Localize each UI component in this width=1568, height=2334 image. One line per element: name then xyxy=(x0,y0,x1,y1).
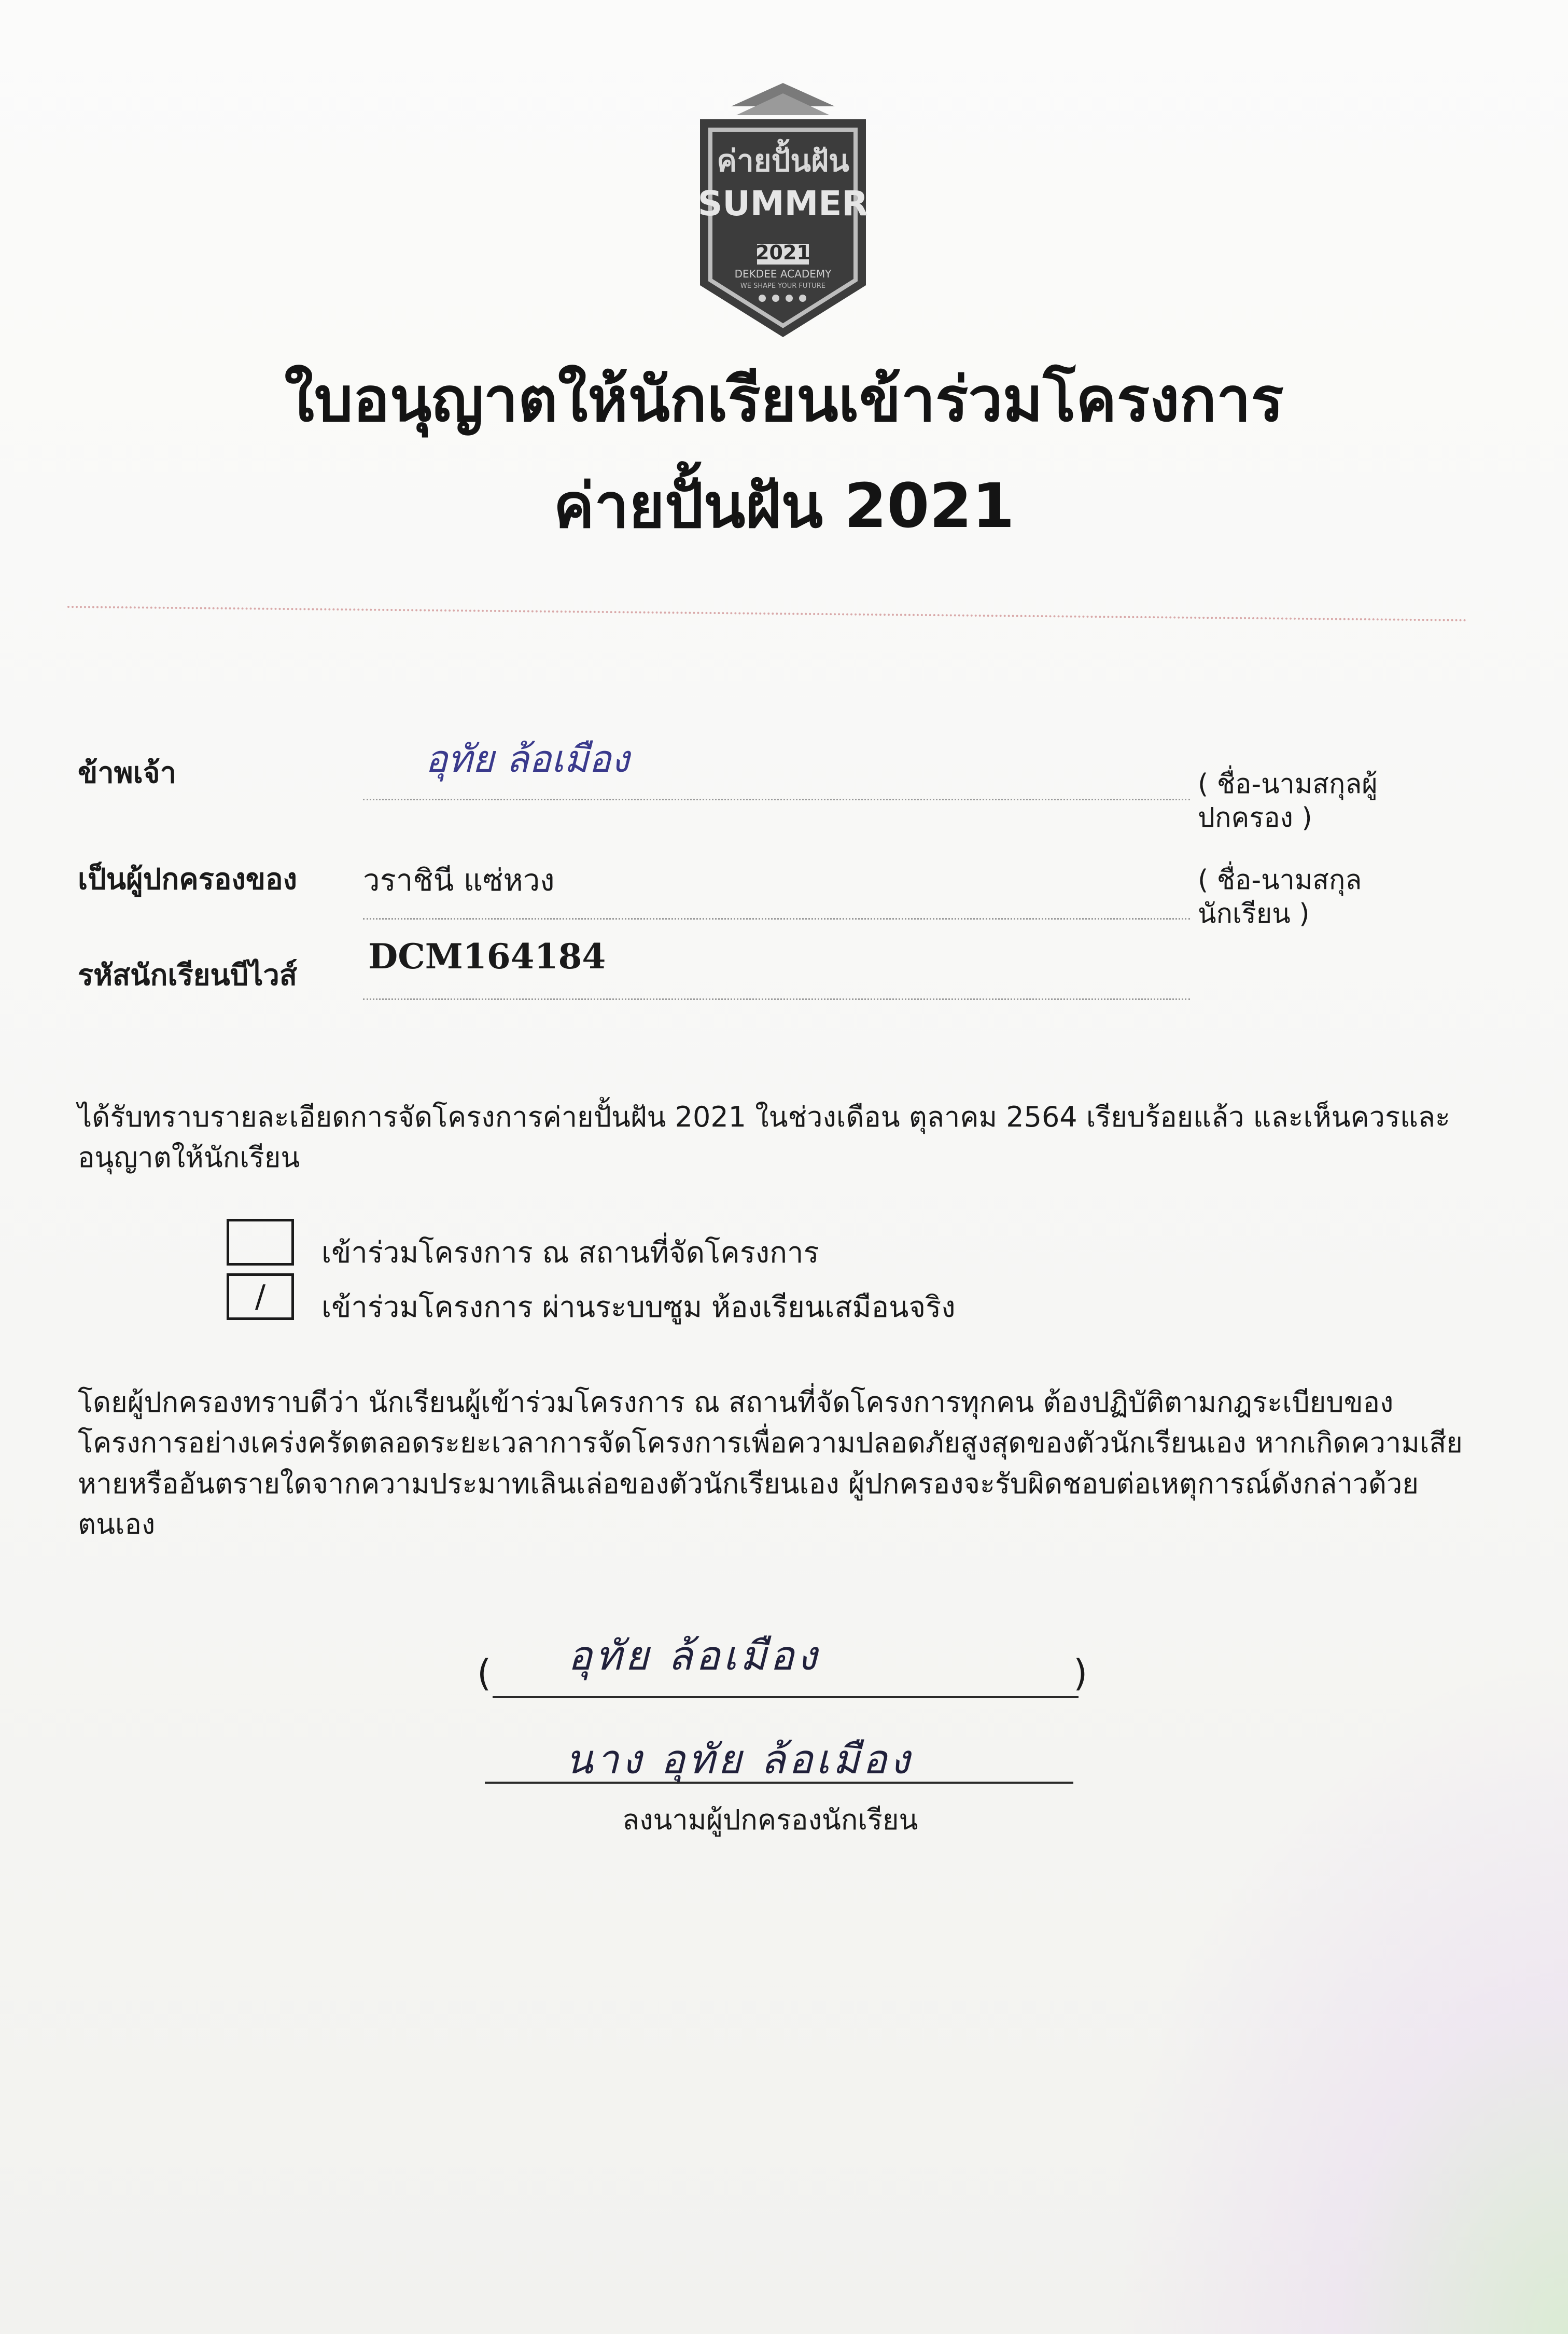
guardian-printed-name: นาง อุทัย ล้อเมือง xyxy=(565,1736,913,1783)
logo-line4: DEKDEE ACADEMY xyxy=(734,268,832,280)
camp-logo xyxy=(679,78,887,348)
logo-line3: 2021 xyxy=(755,241,810,264)
option-zoom-checkbox[interactable] xyxy=(227,1273,294,1320)
acknowledgement-text: ได้รับทราบรายละเอียดการจัดโครงการค่ายปั้นฝัน 2021 ในช่วงเดือน ตุลาคม 2564 เรียบร้อยแล้ว และเห็นควรและอนุญาตให้นักเรียน xyxy=(78,1101,1450,1174)
guardian-label: ข้าพเจ้า xyxy=(78,756,177,790)
printed-name-line xyxy=(485,1782,1073,1784)
guardian-name-handwritten: อุทัย ล้อเมือง xyxy=(425,737,629,781)
signature-close-paren: ) xyxy=(1073,1652,1088,1694)
option-onsite-checkbox[interactable] xyxy=(227,1219,294,1266)
student-name: วราชินี แซ่หวง xyxy=(363,863,555,898)
logo-line5: WE SHAPE YOUR FUTURE xyxy=(740,282,826,290)
option-zoom-mark: / xyxy=(255,1279,266,1315)
guardian-name-note: ( ชื่อ-นามสกุลผู้ปกครอง ) xyxy=(1198,769,1378,833)
guardian-dotted-line xyxy=(363,799,1190,800)
signature-open-paren: ( xyxy=(477,1652,492,1694)
document-title-line2: ค่ายปั้นฝัน 2021 xyxy=(553,470,1015,541)
document-title-line1: ใบอนุญาตให้นักเรียนเข้าร่วมโครงการ xyxy=(284,364,1284,435)
student-id-label: รหัสนักเรียนบีไวส์ xyxy=(78,958,298,992)
guardian-signature: อุทัย ล้อเมือง xyxy=(568,1633,820,1679)
terms-text: โดยผู้ปกครองทราบดีว่า นักเรียนผู้เข้าร่วมโครงการ ณ สถานที่จัดโครงการทุกคน ต้องปฏิบัติตามกฎระเบียบของโครงการอย่างเคร่งครัดตลอดระยะเวลาการจัดโครงการเพื่อความปลอดภัยสูงสุดของตัวนักเรียนเอง หากเกิดความเสียหายหรืออันตรายใดจากความประมาทเลินเล่อของตัวนักเรียนเอง ผู้ปกครองจะรับผิดชอบต่อเหตุการณ์ดังกล่าวด้วยตนเอง xyxy=(78,1386,1463,1540)
signature-caption: ลงนามผู้ปกครองนักเรียน xyxy=(622,1803,918,1836)
logo-line1: ค่ายปั้นฝัน xyxy=(717,143,849,178)
option-zoom-label: เข้าร่วมโครงการ ผ่านระบบซูม ห้องเรียนเสมือนจริง xyxy=(321,1290,956,1324)
student-id-dotted-line xyxy=(363,998,1190,1000)
logo-line2: SUMMER xyxy=(697,184,869,224)
student-dotted-line xyxy=(363,918,1190,920)
option-onsite-label: เข้าร่วมโครงการ ณ สถานที่จัดโครงการ xyxy=(321,1236,819,1270)
student-name-note: ( ชื่อ-นามสกุลนักเรียน ) xyxy=(1198,865,1362,929)
student-label: เป็นผู้ปกครองของ xyxy=(78,863,298,896)
student-id-value: DCM164184 xyxy=(368,936,606,977)
signature-line xyxy=(493,1696,1079,1698)
